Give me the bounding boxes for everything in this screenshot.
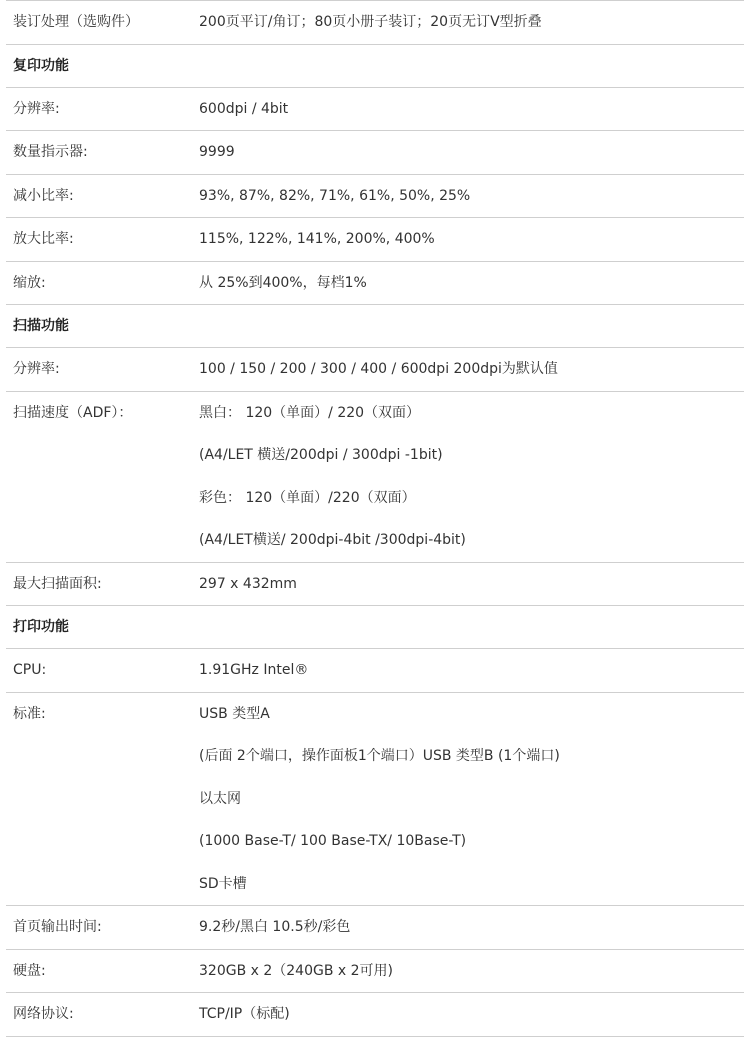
spec-value-cell [199, 649, 744, 693]
spec-value: 115%, 122%, 141%, 200%, 400% [199, 231, 435, 247]
spec-label: CPU: [6, 649, 199, 693]
spec-table [6, 0, 744, 1037]
spec-value-cell [199, 174, 744, 218]
spec-label: 分辨率: [6, 87, 199, 131]
spec-value-cell [199, 218, 744, 262]
spec-label: 放大比率: [6, 218, 199, 262]
spec-value: TCP/IP（标配) [199, 1006, 290, 1022]
spec-label: 减小比率: [6, 174, 199, 218]
spec-label: 网络协议: [6, 993, 199, 1037]
spec-value: 100 / 150 / 200 / 300 / 400 / 600dpi 200dpi为默认值 [199, 361, 558, 377]
spec-value-cell [199, 348, 744, 392]
spec-row [6, 949, 744, 993]
spec-value-cell [199, 391, 744, 562]
spec-value-cell [199, 261, 744, 305]
spec-label: 装订处理（选购件） [6, 1, 199, 45]
spec-label: 硬盘: [6, 949, 199, 993]
section-header-row [6, 305, 744, 348]
spec-row [6, 348, 744, 392]
spec-value: 200页平订/角订；80页小册子装订；20页无订V型折叠 [199, 14, 542, 30]
spec-value: (A4/LET 横送/200dpi / 300dpi -1bit) [199, 447, 443, 463]
spec-label: 缩放: [6, 261, 199, 305]
spec-label: 数量指示器: [6, 131, 199, 175]
spec-row [6, 218, 744, 262]
spec-value: 297 x 432mm [199, 575, 297, 592]
section-header-row [6, 606, 744, 649]
spec-value: 黑白： 120（单面）/ 220（双面） [199, 404, 421, 421]
spec-row [6, 1, 744, 45]
spec-label: 扫描速度（ADF）： [6, 391, 199, 562]
spec-value: (A4/LET横送/ 200dpi-4bit /300dpi-4bit) [199, 532, 466, 548]
spec-row [6, 649, 744, 693]
spec-value-cell [199, 993, 744, 1037]
spec-value: 1.91GHz Intel® [199, 662, 309, 678]
spec-row [6, 906, 744, 950]
spec-value: USB 类型A [199, 705, 270, 722]
spec-value-cell [199, 906, 744, 950]
spec-value: 从 25%到400%，每档1% [199, 274, 367, 291]
spec-value: 600dpi / 4bit [199, 100, 289, 117]
spec-value-cell [199, 1, 744, 45]
spec-value: (后面 2个端口，操作面板1个端口）USB 类型B (1个端口) [199, 748, 560, 764]
spec-value: 93%, 87%, 82%, 71%, 61%, 50%, 25% [199, 187, 471, 204]
spec-value-cell [199, 562, 744, 606]
spec-row [6, 131, 744, 175]
spec-row [6, 174, 744, 218]
spec-value: 9.2秒/黑白 10.5秒/彩色 [199, 919, 351, 935]
section-title: 复印功能 [6, 44, 744, 87]
spec-row [6, 87, 744, 131]
spec-row [6, 261, 744, 305]
spec-label: 标准: [6, 692, 199, 906]
spec-value-cell [199, 131, 744, 175]
spec-value: SD卡槽 [199, 875, 247, 892]
spec-value-cell [199, 692, 744, 906]
spec-value: (1000 Base-T/ 100 Base-TX/ 10Base-T) [199, 833, 467, 849]
spec-value: 320GB x 2（240GB x 2可用) [199, 962, 393, 979]
section-title: 打印功能 [6, 606, 744, 649]
spec-value: 9999 [199, 144, 235, 160]
spec-value: 以太网 [199, 790, 241, 807]
spec-value: 彩色： 120（单面）/220（双面） [199, 489, 416, 506]
spec-row [6, 391, 744, 562]
spec-label: 分辨率: [6, 348, 199, 392]
spec-row [6, 993, 744, 1037]
spec-table-body [6, 1, 744, 1037]
spec-label: 最大扫描面积: [6, 562, 199, 606]
spec-value-cell [199, 949, 744, 993]
spec-row [6, 562, 744, 606]
spec-label: 首页输出时间: [6, 906, 199, 950]
spec-row [6, 692, 744, 906]
section-title: 扫描功能 [6, 305, 744, 348]
spec-value-cell [199, 87, 744, 131]
section-header-row [6, 44, 744, 87]
